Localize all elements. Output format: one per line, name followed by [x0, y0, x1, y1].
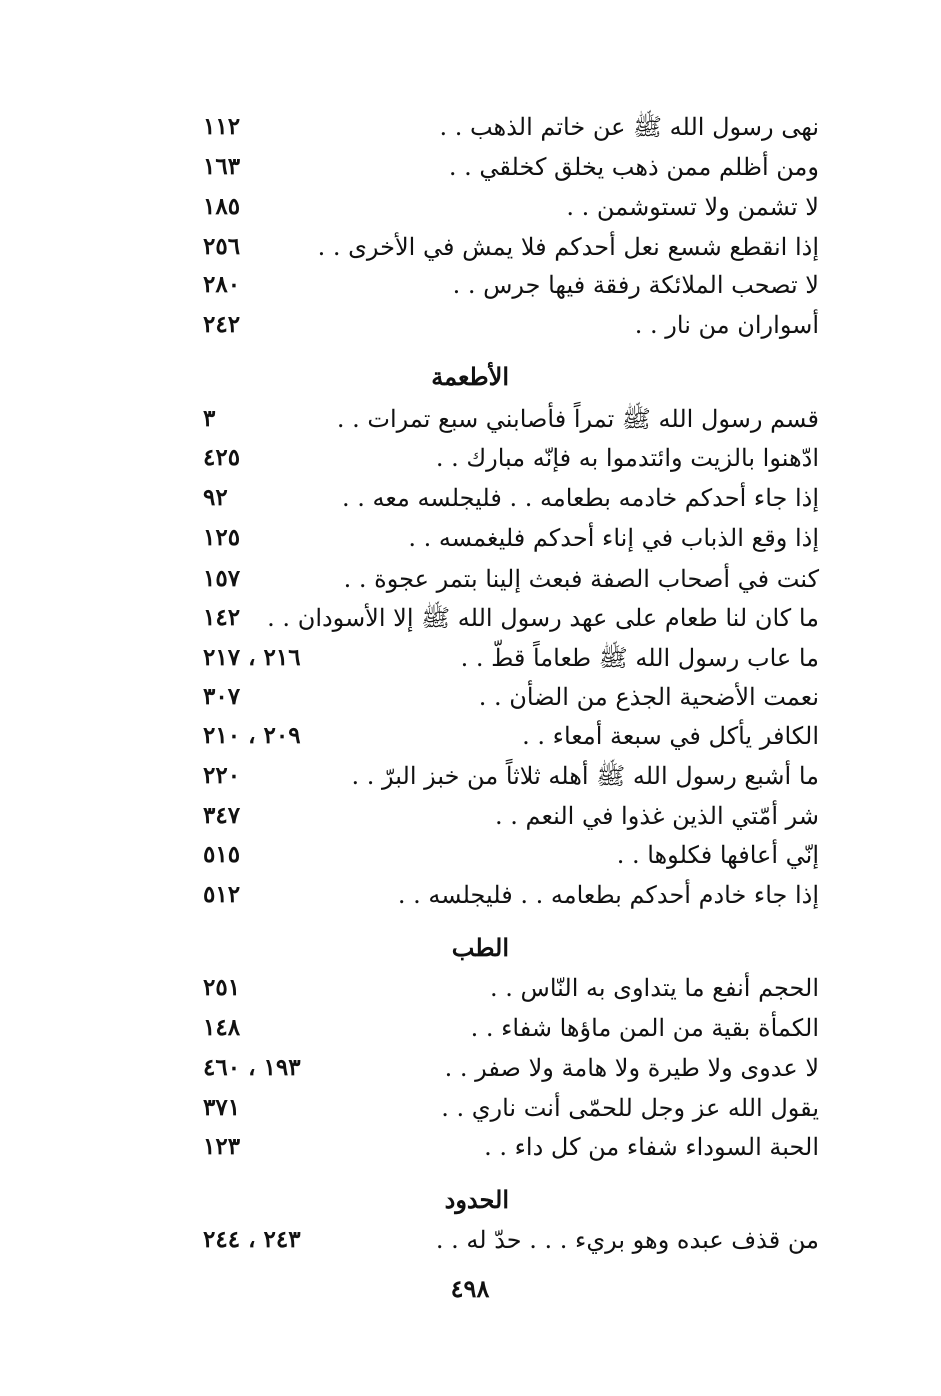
list-item [119, 599, 819, 637]
entry-text: نعمت الأضحية الجذع من الضأن . . [478, 683, 819, 711]
entry-text: إذا جاء خادم أحدكم بطعامه . . فليجلسه . . [397, 881, 819, 909]
page-ref: ١٤٨ [203, 1014, 241, 1041]
list-item [119, 108, 819, 146]
list-item [119, 1089, 819, 1127]
entry-text: إذا انقطع شسع نعل أحدكم فلا يمش في الأخرى . . [317, 233, 819, 261]
page-ref: ٣٧١ [203, 1094, 241, 1121]
page-ref: ٢١٦ ، ٢١٧ [203, 644, 301, 671]
entry-text: يقول الله عز وجل للحمّى أنت ناري . . [441, 1094, 819, 1122]
page-ref: ١٢٣ [203, 1133, 241, 1160]
list-item [119, 876, 819, 914]
entry-text: ما كان لنا طعام على عهد رسول الله ﷺ إلا الأسودان . . [267, 604, 819, 632]
page-ref: ٢٤٢ [203, 311, 241, 338]
list-item [119, 1049, 819, 1087]
page-ref: ٣ [203, 405, 216, 432]
page-ref: ٥١٥ [203, 841, 241, 868]
list-item [119, 479, 819, 517]
page-ref: ٢٠٩ ، ٢١٠ [203, 722, 301, 749]
page-ref: ١٦٣ [203, 153, 241, 180]
section-heading: الطب [451, 933, 509, 962]
entry-text: إذا جاء أحدكم خادمه بطعامه . . فليجلسه معه . . [342, 484, 819, 512]
page-ref: ١٨٥ [203, 193, 241, 220]
list-item [119, 306, 819, 344]
page-number: ٤٩٨ [450, 1274, 490, 1303]
entry-text: لا تصحب الملائكة رفقة فيها جرس . . [452, 271, 819, 299]
page-ref: ١٢٥ [203, 524, 241, 551]
page-ref: ١٩٣ ، ٤٦٠ [203, 1054, 301, 1081]
section-heading: الأطعمة [431, 362, 509, 391]
page-ref: ١٥٧ [203, 565, 241, 592]
page-ref: ٥١٢ [203, 881, 241, 908]
entry-text: أسواران من نار . . [634, 311, 819, 339]
list-item [119, 1009, 819, 1047]
list-item [119, 1128, 819, 1166]
list-item [119, 188, 819, 226]
entry-text: ادّهنوا بالزيت وائتدموا به فإنّه مبارك . . [435, 444, 819, 472]
entry-text: الكمأة بقية من المن ماؤها شفاء . . [470, 1014, 819, 1042]
list-item [119, 678, 819, 716]
entry-text: ومن أظلم ممن ذهب يخلق كخلقي . . [448, 153, 819, 181]
list-item [119, 228, 819, 266]
page-ref: ٢٥١ [203, 974, 241, 1001]
list-item [119, 148, 819, 186]
page-ref: ٣٤٧ [203, 802, 241, 829]
list-item [119, 400, 819, 438]
list-item [119, 836, 819, 874]
list-item [119, 1221, 819, 1259]
page-ref: ٤٢٥ [203, 444, 241, 471]
entry-text: كنت في أصحاب الصفة فبعث إلينا بتمر عجوة . . [343, 565, 819, 593]
list-item [119, 519, 819, 557]
entry-text: إذا وقع الذباب في إناء أحدكم فليغمسه . . [408, 524, 819, 552]
page-ref: ١١٢ [203, 113, 241, 140]
entry-text: لا عدوى ولا طيرة ولا هامة ولا صفر . . [444, 1054, 819, 1082]
page-ref: ٢٢٠ [203, 762, 241, 789]
list-item [119, 560, 819, 598]
list-item [119, 717, 819, 755]
list-item [119, 266, 819, 304]
list-item [119, 757, 819, 795]
entry-text: من قذف عبده وهو بريء . . . حدّ له . . [435, 1226, 819, 1254]
entry-text: ما أشبع رسول الله ﷺ أهله ثلاثاً من خبز البرّ . . [351, 762, 819, 790]
entry-text: الكافر يأكل في سبعة أمعاء . . [522, 722, 819, 750]
entry-text: الحبة السوداء شفاء من كل داء . . [484, 1133, 819, 1161]
entry-text: الحجم أنفع ما يتداوى به النّاس . . [490, 974, 819, 1002]
entry-text: ما عاب رسول الله ﷺ طعاماً قطّ . . [460, 644, 819, 672]
page-ref: ٢٥٦ [203, 233, 241, 260]
section-heading: الحدود [444, 1185, 509, 1214]
list-item [119, 639, 819, 677]
page-ref: ١٤٢ [203, 604, 241, 631]
list-item [119, 969, 819, 1007]
entry-text: شر أمّتي الذين غذوا في النعم . . [495, 802, 819, 830]
page-ref: ٢٨٠ [203, 271, 241, 298]
entry-text: لا تشمن ولا تستوشمن . . [566, 193, 819, 221]
list-item [119, 439, 819, 477]
page-ref: ٢٤٣ ، ٢٤٤ [203, 1226, 301, 1253]
entry-text: قسم رسول الله ﷺ تمراً فأصابني سبع تمرات . . [336, 405, 819, 433]
page-ref: ٩٢ [203, 484, 228, 511]
entry-text: إنّي أعافها فكلوها . . [616, 841, 819, 869]
page-ref: ٣٠٧ [203, 683, 241, 710]
list-item [119, 797, 819, 835]
entry-text: نهى رسول الله ﷺ عن خاتم الذهب . . [439, 113, 819, 141]
